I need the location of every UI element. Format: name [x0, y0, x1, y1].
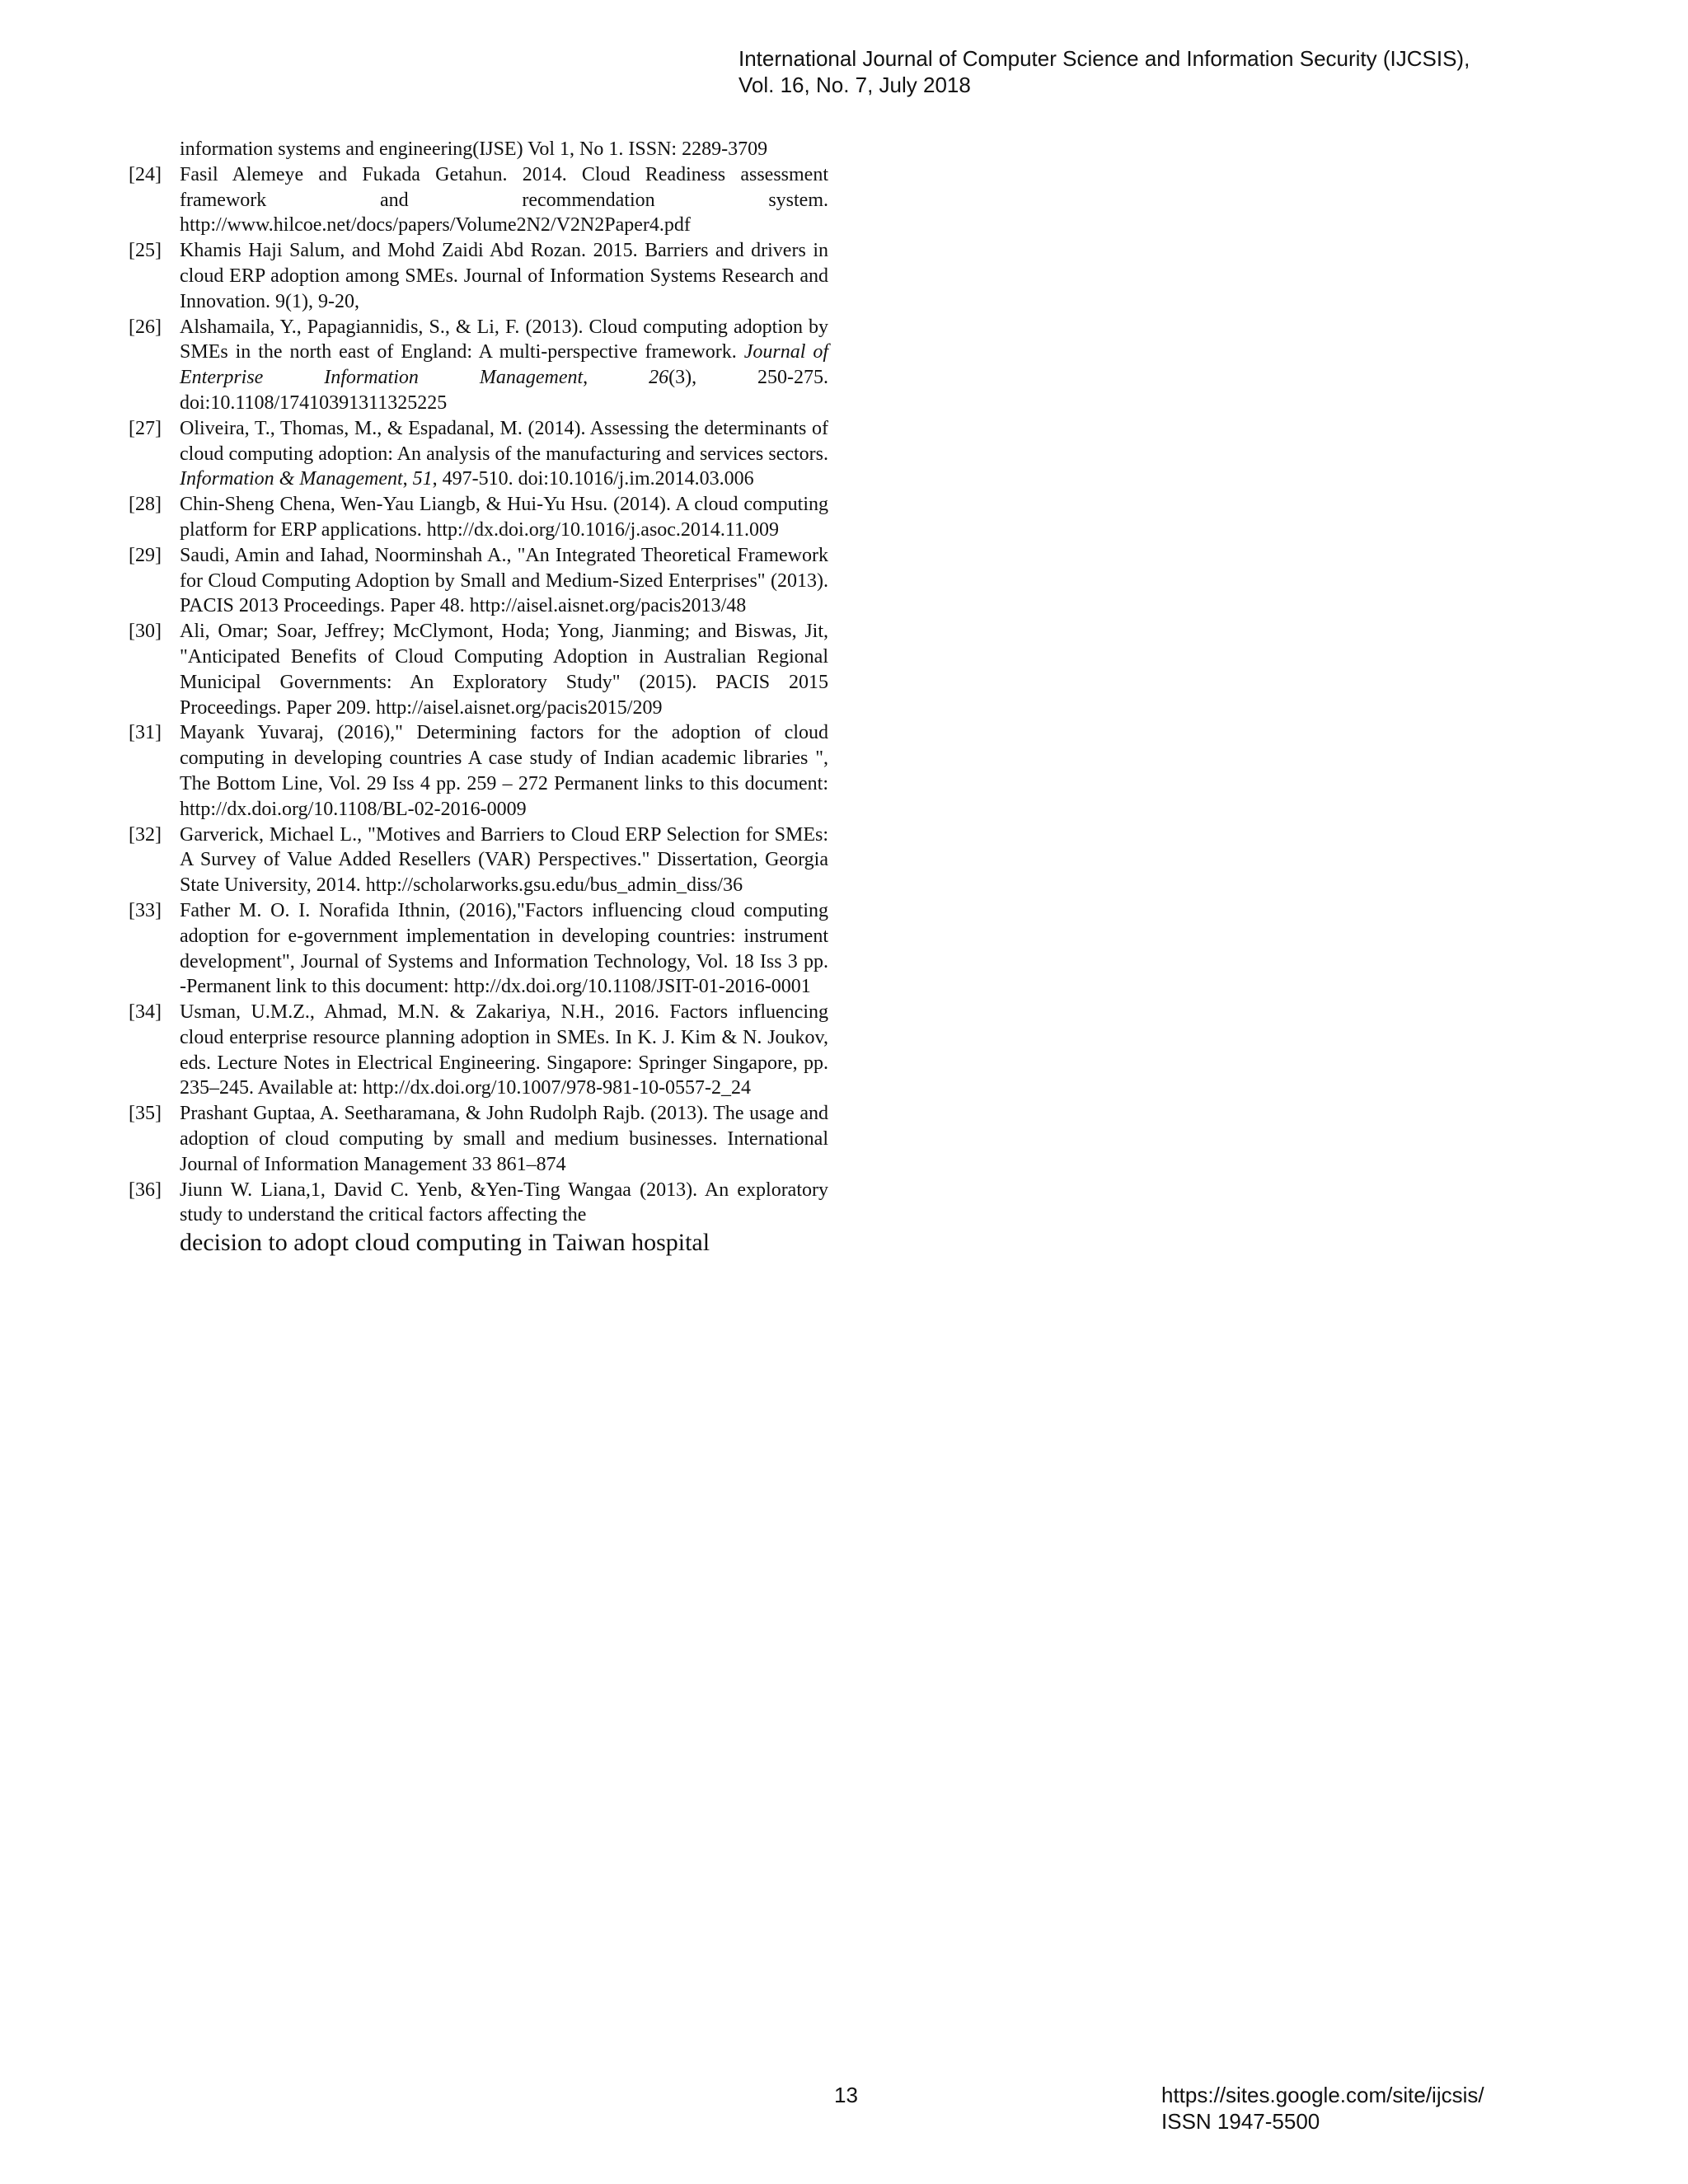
journal-title: International Journal of Computer Science and Information Security (IJCSIS),: [738, 46, 1470, 71]
reference-29: [124, 543, 828, 619]
reference-27: [124, 416, 828, 492]
reference-text: Prashant Guptaa, A. Seetharamana, & John Rudolph Rajb. (2013). The usage and adoption of cloud computing by small and medium businesses. International Journal of Information Management 33 861–874: [180, 1103, 828, 1175]
reference-28: [124, 492, 828, 543]
reference-text: Saudi, Amin and Iahad, Noorminshah A., "An Integrated Theoretical Framework for Cloud Computing Adoption by Small and Medium-Sized Enterprises" (2013). PACIS 2013 Proceedings. Paper 48. http://aisel.aisnet.org/pacis2013/48: [180, 544, 828, 617]
reference-text: Fasil Alemeye and Fukada Getahun. 2014. Cloud Readiness assessment framework and recommendation system. http://www.hilcoe.net/docs/papers/Volume2N2/V2N2Paper4.pdf: [180, 163, 828, 237]
reference-number: [30]: [129, 621, 162, 643]
reference-number: [35]: [129, 1103, 162, 1125]
reference-text: Jiunn W. Liana,1, David C. Yenb, &Yen-Ting Wangaa (2013). An exploratory study to understand the critical factors affecting the: [180, 1179, 828, 1226]
journal-footer: [1161, 2082, 1484, 2135]
reference-number: [33]: [129, 899, 162, 921]
volume-number: 51: [412, 468, 433, 490]
reference-text-final-line: decision to adopt cloud computing in Taiwan hospital: [180, 1229, 710, 1257]
reference-text: Chin-Sheng Chena, Wen-Yau Liangb, & Hui-Yu Hsu. (2014). A cloud computing platform for ERP applications. http://dx.doi.org/10.1016/j.asoc.2014.11.009: [180, 494, 828, 541]
volume-number: 26: [649, 367, 669, 389]
reference-number: [28]: [129, 494, 162, 516]
reference-text: Usman, U.M.Z., Ahmad, M.N. & Zakariya, N.H., 2016. Factors influencing cloud enterprise resource planning adoption in SMEs. In K. J. Kim & N. Joukov, eds. Lecture Notes in Electrical Engineering. Singapore: Springer Singapore, pp. 235–245. Available at: http://dx.doi.org/10.1007/978-981-10-0557-2_24: [180, 1001, 828, 1099]
reference-25: [124, 238, 828, 314]
reference-33: [124, 898, 828, 1000]
reference-text: Father M. O. I. Norafida Ithnin, (2016),"Factors influencing cloud computing adoption for e-government implementation in developing countries: instrument development", Journal of Systems and Information Technology, Vol. 18 Iss 3 pp. -Permanent link to this document: http://dx.doi.org/10.1108/JSIT-01-2016-0001: [180, 899, 828, 998]
reference-31: [124, 720, 828, 822]
reference-continuation: information systems and engineering(IJSE) Vol 1, No 1. ISSN: 2289-3709: [180, 138, 768, 160]
reference-32: [124, 823, 828, 898]
reference-36: [124, 1178, 828, 1258]
reference-text: Khamis Haji Salum, and Mohd Zaidi Abd Rozan. 2015. Barriers and drivers in cloud ERP adoption among SMEs. Journal of Information Systems Research and Innovation. 9(1), 9-20,: [180, 240, 828, 312]
reference-text: Garverick, Michael L., "Motives and Barriers to Cloud ERP Selection for SMEs: A Survey of Value Added Resellers (VAR) Perspectives." Dissertation, Georgia State University, 2014. http://scholarworks.gsu.edu/bus_admin_diss/36: [180, 823, 828, 897]
reference-24: [124, 162, 828, 238]
reference-text: Ali, Omar; Soar, Jeffrey; McClymont, Hoda; Yong, Jianming; and Biswas, Jit, "Anticipated Benefits of Cloud Computing Adoption in Australian Regional Municipal Governments: An Exploratory Study" (2015). PACIS 2015 Proceedings. Paper 209. http://aisel.aisnet.org/pacis2015/209: [180, 621, 828, 719]
reference-number: [29]: [129, 544, 162, 566]
reference-35: [124, 1101, 828, 1177]
reference-number: [27]: [129, 417, 162, 439]
reference-26: [124, 315, 828, 416]
reference-number: [36]: [129, 1179, 162, 1201]
reference-number: [34]: [129, 1001, 162, 1024]
reference-number: [26]: [129, 316, 162, 338]
reference-text: Alshamaila, Y., Papagiannidis, S., & Li, F. (2013). Cloud computing adoption by SMEs in the north east of England: A multi-perspective framework. Journal of Enterprise Information Management, 26(3), 250-275. doi:10.1108/17410391311325225: [180, 316, 828, 414]
journal-issn: ISSN 1947-5500: [1161, 2109, 1320, 2134]
journal-name: Information & Management: [180, 468, 403, 490]
reference-34: [124, 1000, 828, 1101]
reference-number: [32]: [129, 823, 162, 846]
journal-url: https://sites.google.com/site/ijcsis/: [1161, 2083, 1484, 2107]
journal-issue: Vol. 16, No. 7, July 2018: [738, 73, 971, 97]
reference-text: Mayank Yuvaraj, (2016)," Determining factors for the adoption of cloud computing in developing countries A case study of Indian academic libraries ", The Bottom Line, Vol. 29 Iss 4 pp. 259 – 272 Permanent links to this document: http://dx.doi.org/10.1108/BL-02-2016-0009: [180, 722, 828, 820]
page-number: 13: [834, 2083, 858, 2107]
reference-text: Oliveira, T., Thomas, M., & Espadanal, M. (2014). Assessing the determinants of cloud computing adoption: An analysis of the manufacturing and services sectors. Information & Management, 51, 497-510. doi:10.1016/j.im.2014.03.006: [180, 417, 828, 490]
reference-number: [31]: [129, 722, 162, 744]
journal-header: [738, 45, 1645, 98]
reference-list: [124, 137, 828, 1258]
reference-number: [25]: [129, 240, 162, 262]
journal-name: Journal of Enterprise Information Management: [180, 341, 828, 389]
reference-number: [24]: [129, 163, 162, 185]
reference-30: [124, 619, 828, 720]
